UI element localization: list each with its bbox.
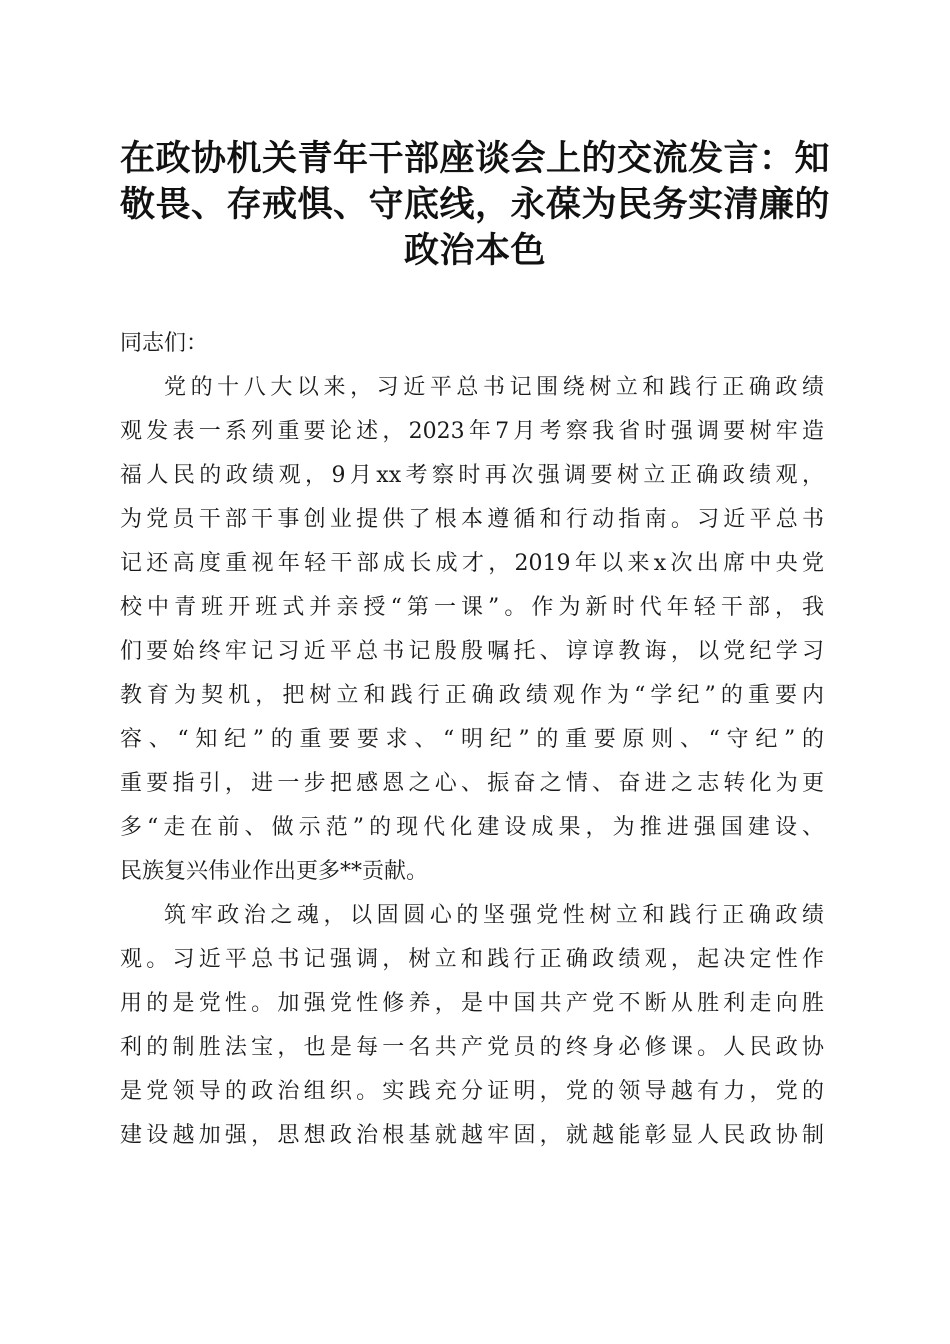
document-body — [120, 322, 824, 1158]
text-line: 党的十八大以来，习近平总书记围绕树立和践行正确政绩 — [164, 375, 824, 400]
text-line: 是党领导的政治组织。实践充分证明，党的领导越有力，党的 — [120, 1079, 824, 1104]
document-title — [110, 136, 840, 274]
text-line: 们要始终牢记习近平总书记殷殷嘱托、谆谆教诲，以党纪学习 — [120, 639, 824, 664]
text-line: 观。习近平总书记强调，树立和践行正确政绩观，起决定性作 — [120, 947, 824, 972]
text-line: 观发表一系列重要论述，2023年7月考察我省时强调要树牢造 — [120, 419, 824, 444]
text-line: 校中青班开班式并亲授“第一课”。作为新时代年轻干部，我 — [120, 595, 824, 620]
title-line: 在政协机关青年干部座谈会上的交流发言：知 — [119, 138, 830, 179]
title-line: 敬畏、存戒惧、守底线，永葆为民务实清廉的 — [119, 184, 830, 225]
text-line: 建设越加强，思想政治根基就越牢固，就越能彰显人民政协制 — [120, 1123, 824, 1148]
text-line: 民族复兴伟业作出更多**贡献。 — [120, 859, 429, 884]
text-line: 利的制胜法宝，也是每一名共产党员的终身必修课。人民政协 — [120, 1035, 824, 1060]
paragraph-2 — [120, 894, 824, 1158]
text-line: 为党员干部干事创业提供了根本遵循和行动指南。习近平总书 — [120, 507, 824, 532]
salutation: 同志们： — [120, 331, 209, 356]
text-line: 用的是党性。加强党性修养，是中国共产党不断从胜利走向胜 — [120, 991, 824, 1016]
text-line: 福人民的政绩观，9月xx考察时再次强调要树立正确政绩观， — [120, 463, 824, 488]
text-line: 筑牢政治之魂，以固圆心的坚强党性树立和践行正确政绩 — [164, 903, 824, 928]
text-line: 重要指引，进一步把感恩之心、振奋之情、奋进之志转化为更 — [120, 771, 824, 796]
title-line: 政治本色 — [403, 230, 546, 271]
text-line: 多“走在前、做示范”的现代化建设成果，为推进强国建设、 — [120, 815, 824, 840]
text-line: 容、“知纪”的重要要求、“明纪”的重要原则、“守纪”的 — [120, 727, 824, 752]
paragraph-1 — [120, 366, 824, 894]
text-line: 记还高度重视年轻干部成长成才，2019年以来x次出席中央党 — [120, 551, 824, 576]
text-line: 教育为契机，把树立和践行正确政绩观作为“学纪”的重要内 — [120, 683, 824, 708]
